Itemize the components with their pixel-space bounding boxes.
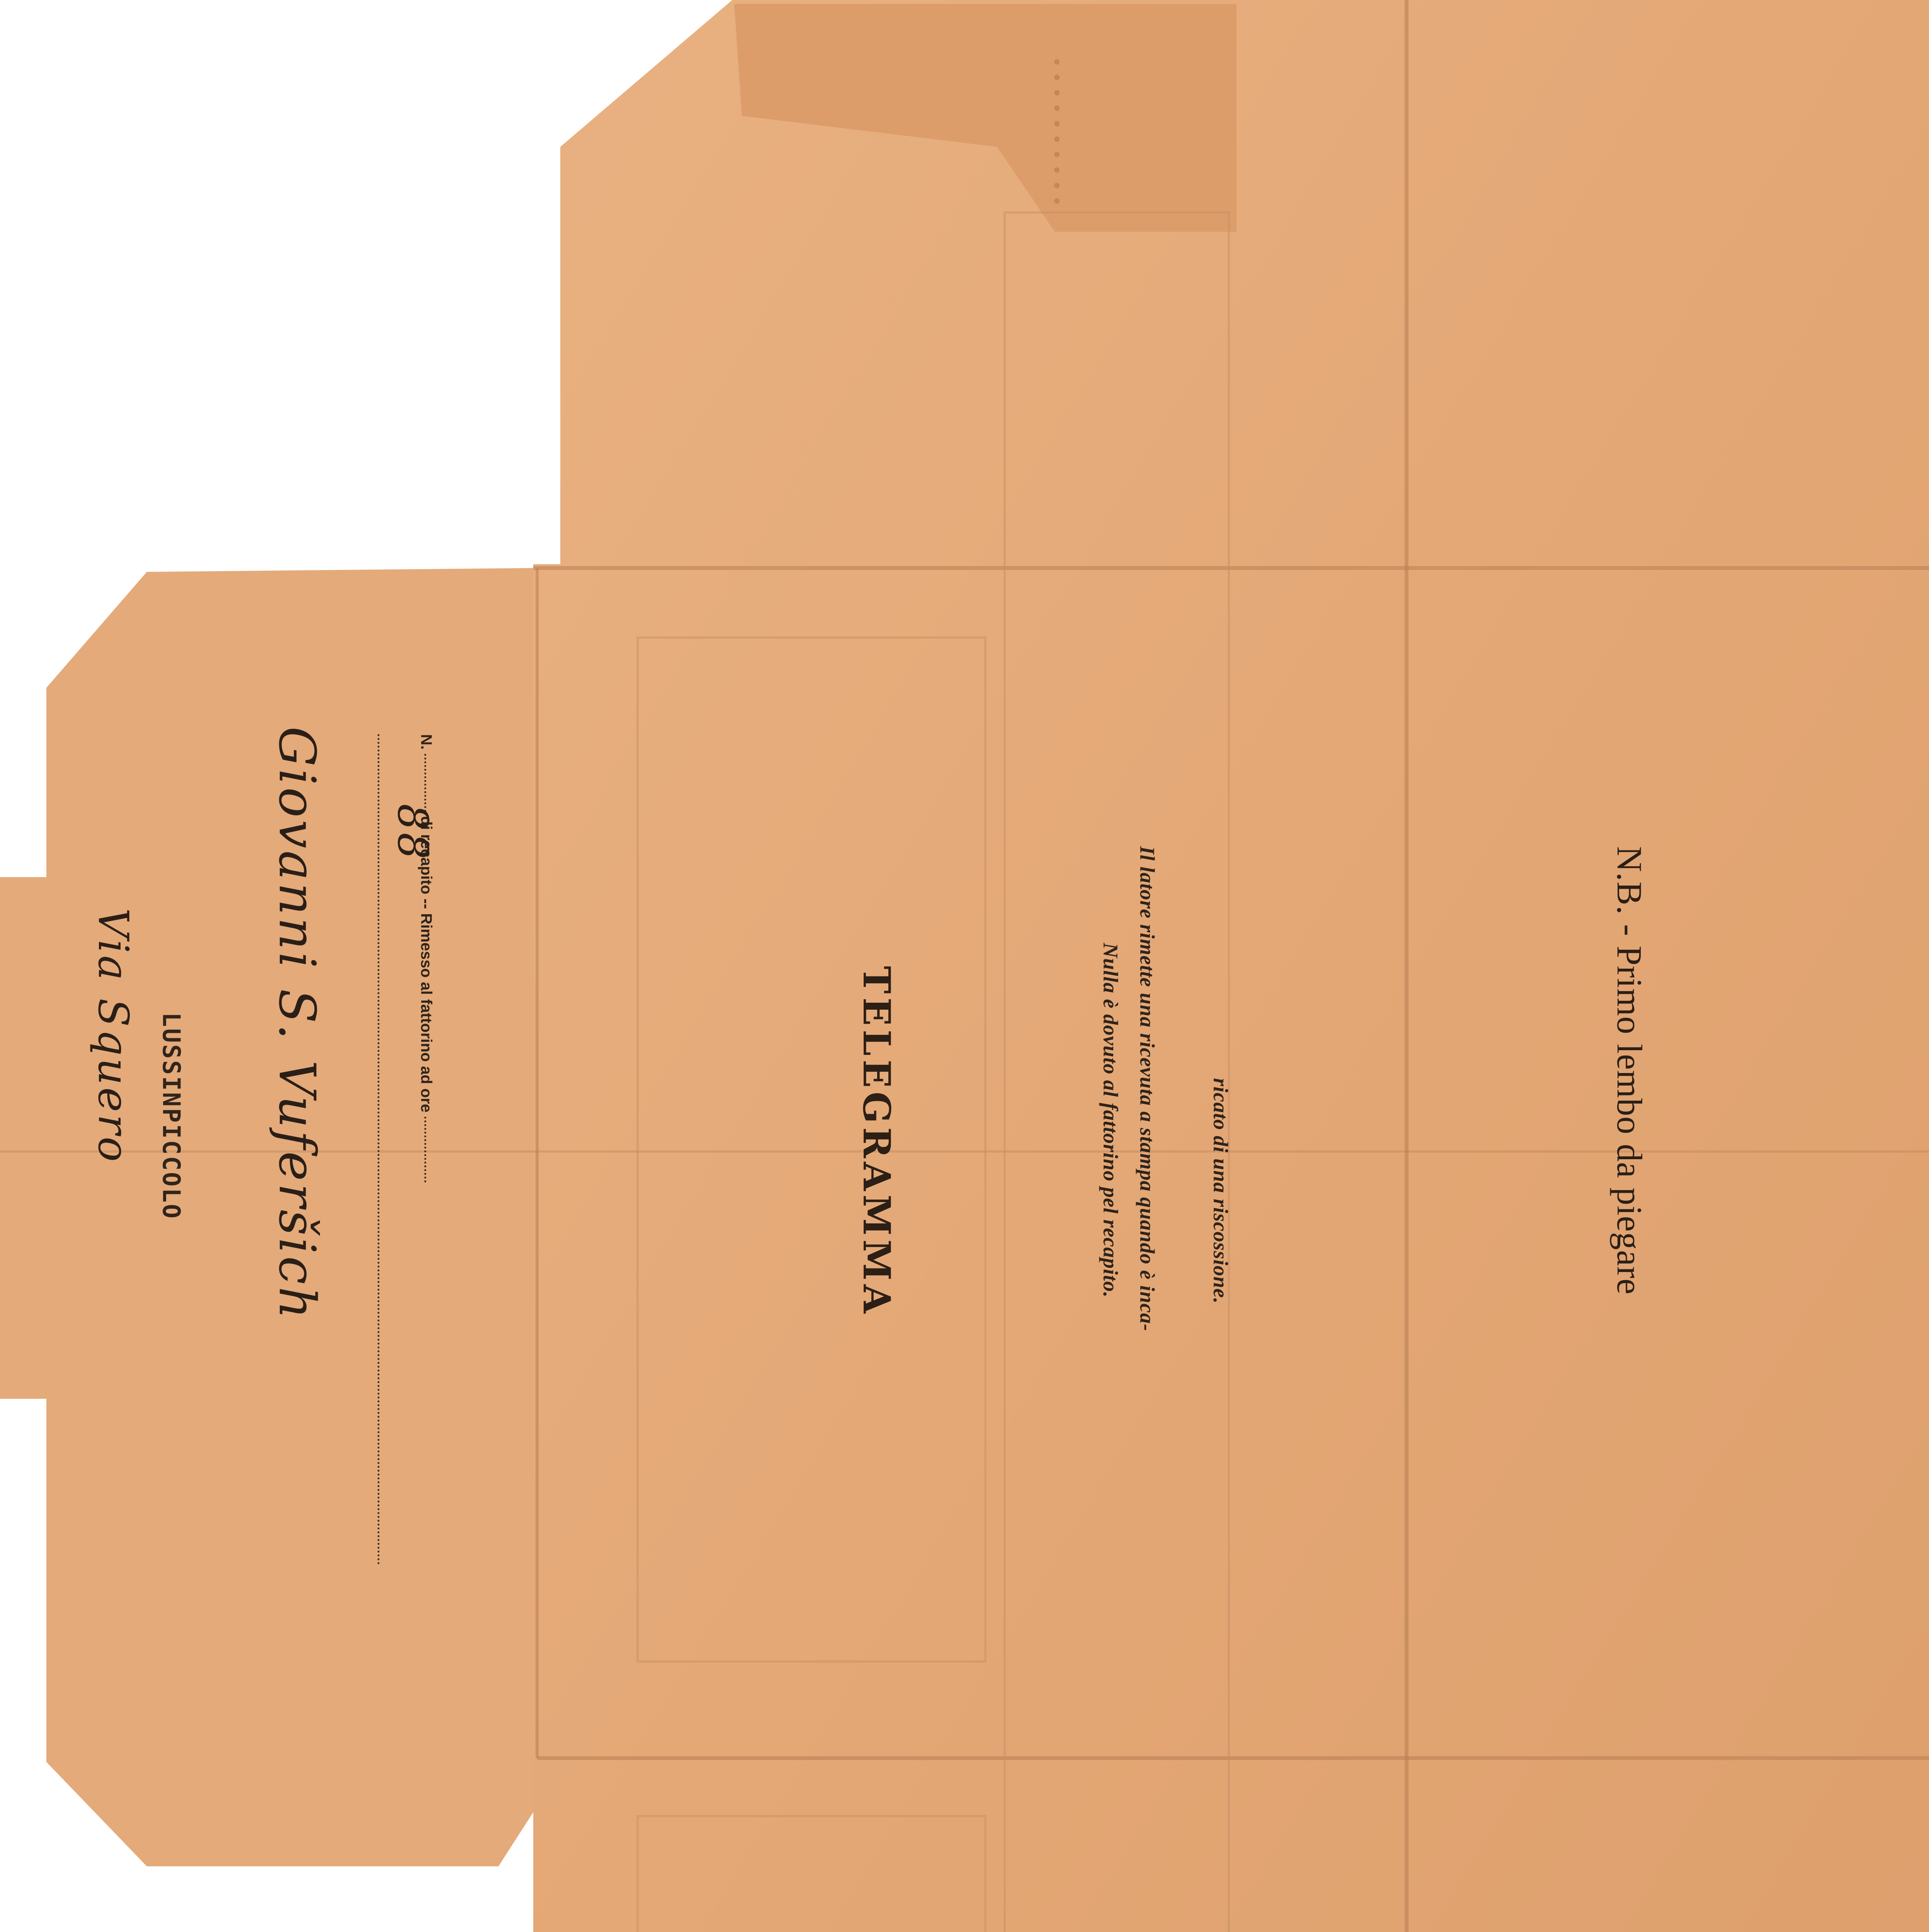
handwritten-number: 88 [388,804,437,862]
flap-receipt-line [417,734,435,1182]
delivery-notice-line-3: ricato di una riscossione. [1209,1078,1232,1304]
nb-note: N.B. - Primo lembo da piegare [1610,846,1649,1295]
handwritten-recipient: Giovanni S. Vuferšich [268,726,327,1321]
receipt-label: di recapito -- Rimesso al fattorino ad ore [418,816,435,1113]
delivery-notice-line-1: Nulla è dovuto al fattorino pel recapito. [1099,943,1122,1298]
address-flap [0,568,533,1866]
number-label: N. [418,734,435,750]
delivery-notice-line-2: Il latore rimette una ricevuta a stampa quando è inca- [1136,846,1159,1332]
handwritten-address: Via Squero [89,908,137,1164]
postmark-stamp: LUSSINPICCOLO [157,1012,185,1220]
recipient-dotted-line [375,734,383,1565]
telegram-title: TELEGRAMMA [855,966,898,1317]
main-sheet [533,0,1929,1932]
